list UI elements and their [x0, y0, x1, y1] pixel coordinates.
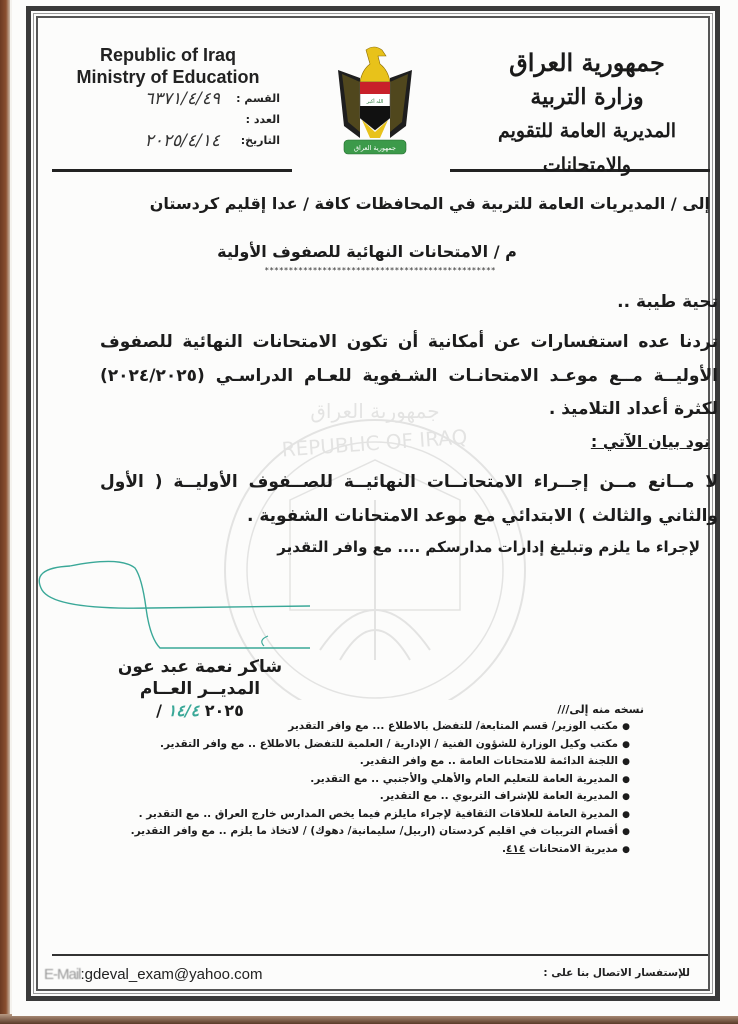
signatory-block — [100, 656, 300, 722]
arabic-directorate: المديرية العامة للتقويم والامتحانات — [497, 120, 677, 176]
list-item — [140, 736, 634, 754]
copies-list — [130, 718, 634, 858]
signatory-date-handwritten: ١٤/٤ — [167, 701, 200, 720]
subject-line: م / الامتحانات النهائية للصفوف الأولية — [217, 242, 517, 261]
footer-email-prefix: E-Mail — [44, 966, 81, 983]
footer-email[interactable] — [44, 966, 263, 983]
list-item — [130, 823, 634, 841]
flag-inscription: الله أكبر — [366, 99, 384, 105]
copy-recipient: المديرية العامة للتعليم العام والأهلي والأجنبي .. مع التقدير. — [310, 772, 618, 785]
reference-section-label: القسم : — [236, 92, 280, 105]
lead-in-text: نود بيان الآتي : — [590, 432, 710, 451]
watermark-text-en: REPUBLIC OF IRAQ — [280, 424, 469, 462]
signatory-name: شاكر نعمة عبد عون — [117, 657, 283, 677]
reference-number-row — [60, 109, 280, 130]
list-item — [140, 841, 634, 859]
reference-section-row — [60, 88, 280, 109]
paragraph-inquiry: تردنا عده استفسارات عن أمكانية أن تكون الامتحانات النهائية للصفوف الأوليــة مــع موعـد الامتحانـات الشـفوية للعـام الدراسـي (٢٠٢٤/٢٠٢٥) لكثرة أعداد التلاميذ . — [100, 332, 718, 419]
bullet-icon: ● — [622, 774, 630, 785]
closing-line: لإجراء ما يلزم وتبليغ إدارات مدارسكم .... مع وافر التقدير — [277, 538, 700, 556]
copies-title: نسخه منه إلى/// — [557, 703, 644, 716]
paragraph-decision: لا مــانع مــن إجــراء الامتحانــات النهائيــة للصــفوف الأوليــة ( الأول والثاني والثالث ) الابتدائي مع موعد الامتحانات الشفوية . — [100, 472, 718, 526]
header-rule-left — [52, 169, 292, 172]
copy-recipient: اللجنة الدائمة للامتحانات العامة .. مع وافر التقدير. — [359, 755, 618, 767]
footer-contact-label: للإستفسار الاتصال بنا على : — [543, 967, 690, 979]
reference-date-row — [60, 130, 280, 151]
copy-recipient-last: مديرية الامتحانات — [528, 842, 618, 855]
list-item — [140, 718, 634, 736]
copy-recipient-code: ٤١٤ — [505, 842, 526, 855]
bullet-icon: ● — [622, 844, 630, 855]
copy-recipient: المديرية العامة للإشراف التربوي .. مع التقدير. — [379, 790, 618, 802]
bullet-icon: ● — [622, 827, 630, 837]
signatory-title: المديــر العــام — [139, 679, 261, 699]
bullet-icon: ● — [622, 792, 630, 802]
footer-rule — [52, 954, 708, 956]
copy-recipient-suffix: . — [501, 842, 506, 855]
list-item — [140, 788, 634, 806]
handwritten-signature — [10, 548, 310, 658]
reference-section-value: ٦٣٧١/٤/٤٩ — [144, 88, 220, 109]
emblem-banner-text: جمهورية العراق — [354, 144, 396, 152]
subject-underline-stars: ************************************************ — [264, 266, 496, 275]
arabic-letterhead — [462, 46, 712, 182]
copy-recipient: المديرة العامة للعلاقات الثقافية لإجراء مايلزم فيما يخص المدارس خارج العراق .. مع التقدير . — [138, 807, 618, 820]
english-ministry: Ministry of Education — [76, 67, 260, 87]
iraq-coat-of-arms-icon — [330, 42, 420, 162]
arabic-ministry: وزارة التربية — [530, 84, 644, 110]
english-letterhead — [58, 44, 278, 88]
list-item — [140, 753, 634, 771]
footer-email-address: :gdeval_exam@yahoo.com — [80, 966, 263, 983]
addressee-line: إلى / المديريات العامة للتربية في المحافظات كافة / عدا إقليم كردستان — [149, 194, 710, 213]
copy-recipient: أقسام التربيات في اقليم كردستان (اربيل/ سليمانية/ دهوك) / لاتخاذ ما يلزم .. مع وافر التقدير. — [130, 825, 618, 837]
bullet-icon: ● — [622, 722, 630, 732]
english-country: Republic of Iraq — [99, 45, 236, 65]
list-item — [140, 806, 634, 824]
copy-recipient: مكتب الوزير/ قسم المتابعة/ للتفضل بالاطلاع ... مع وافر التقدير — [288, 720, 618, 732]
reference-date-label: التاريخ: — [240, 134, 280, 147]
lead-in — [110, 432, 710, 451]
reference-number-label: العدد : — [245, 113, 280, 126]
bullet-icon: ● — [622, 739, 630, 750]
arabic-country: جمهورية العراق — [509, 48, 665, 77]
list-item — [140, 771, 634, 789]
copy-recipient: مكتب وكيل الوزارة للشؤون الفنية / الإدارية / العلمية للتفضل بالاطلاع .. مع وافر التقدير. — [159, 737, 618, 750]
bullet-icon: ● — [622, 809, 630, 820]
reference-block — [60, 88, 280, 151]
bullet-icon: ● — [622, 757, 630, 767]
greeting: تحية طيبة .. — [617, 292, 718, 312]
watermark-text-ar: جمهورية العراق — [310, 399, 440, 423]
reference-date-value: ٢٠٢٥/٤/١٤ — [144, 130, 220, 151]
signatory-date-year: / ٢٠٢٥ — [156, 701, 244, 720]
scan-edge-left — [0, 0, 10, 1024]
